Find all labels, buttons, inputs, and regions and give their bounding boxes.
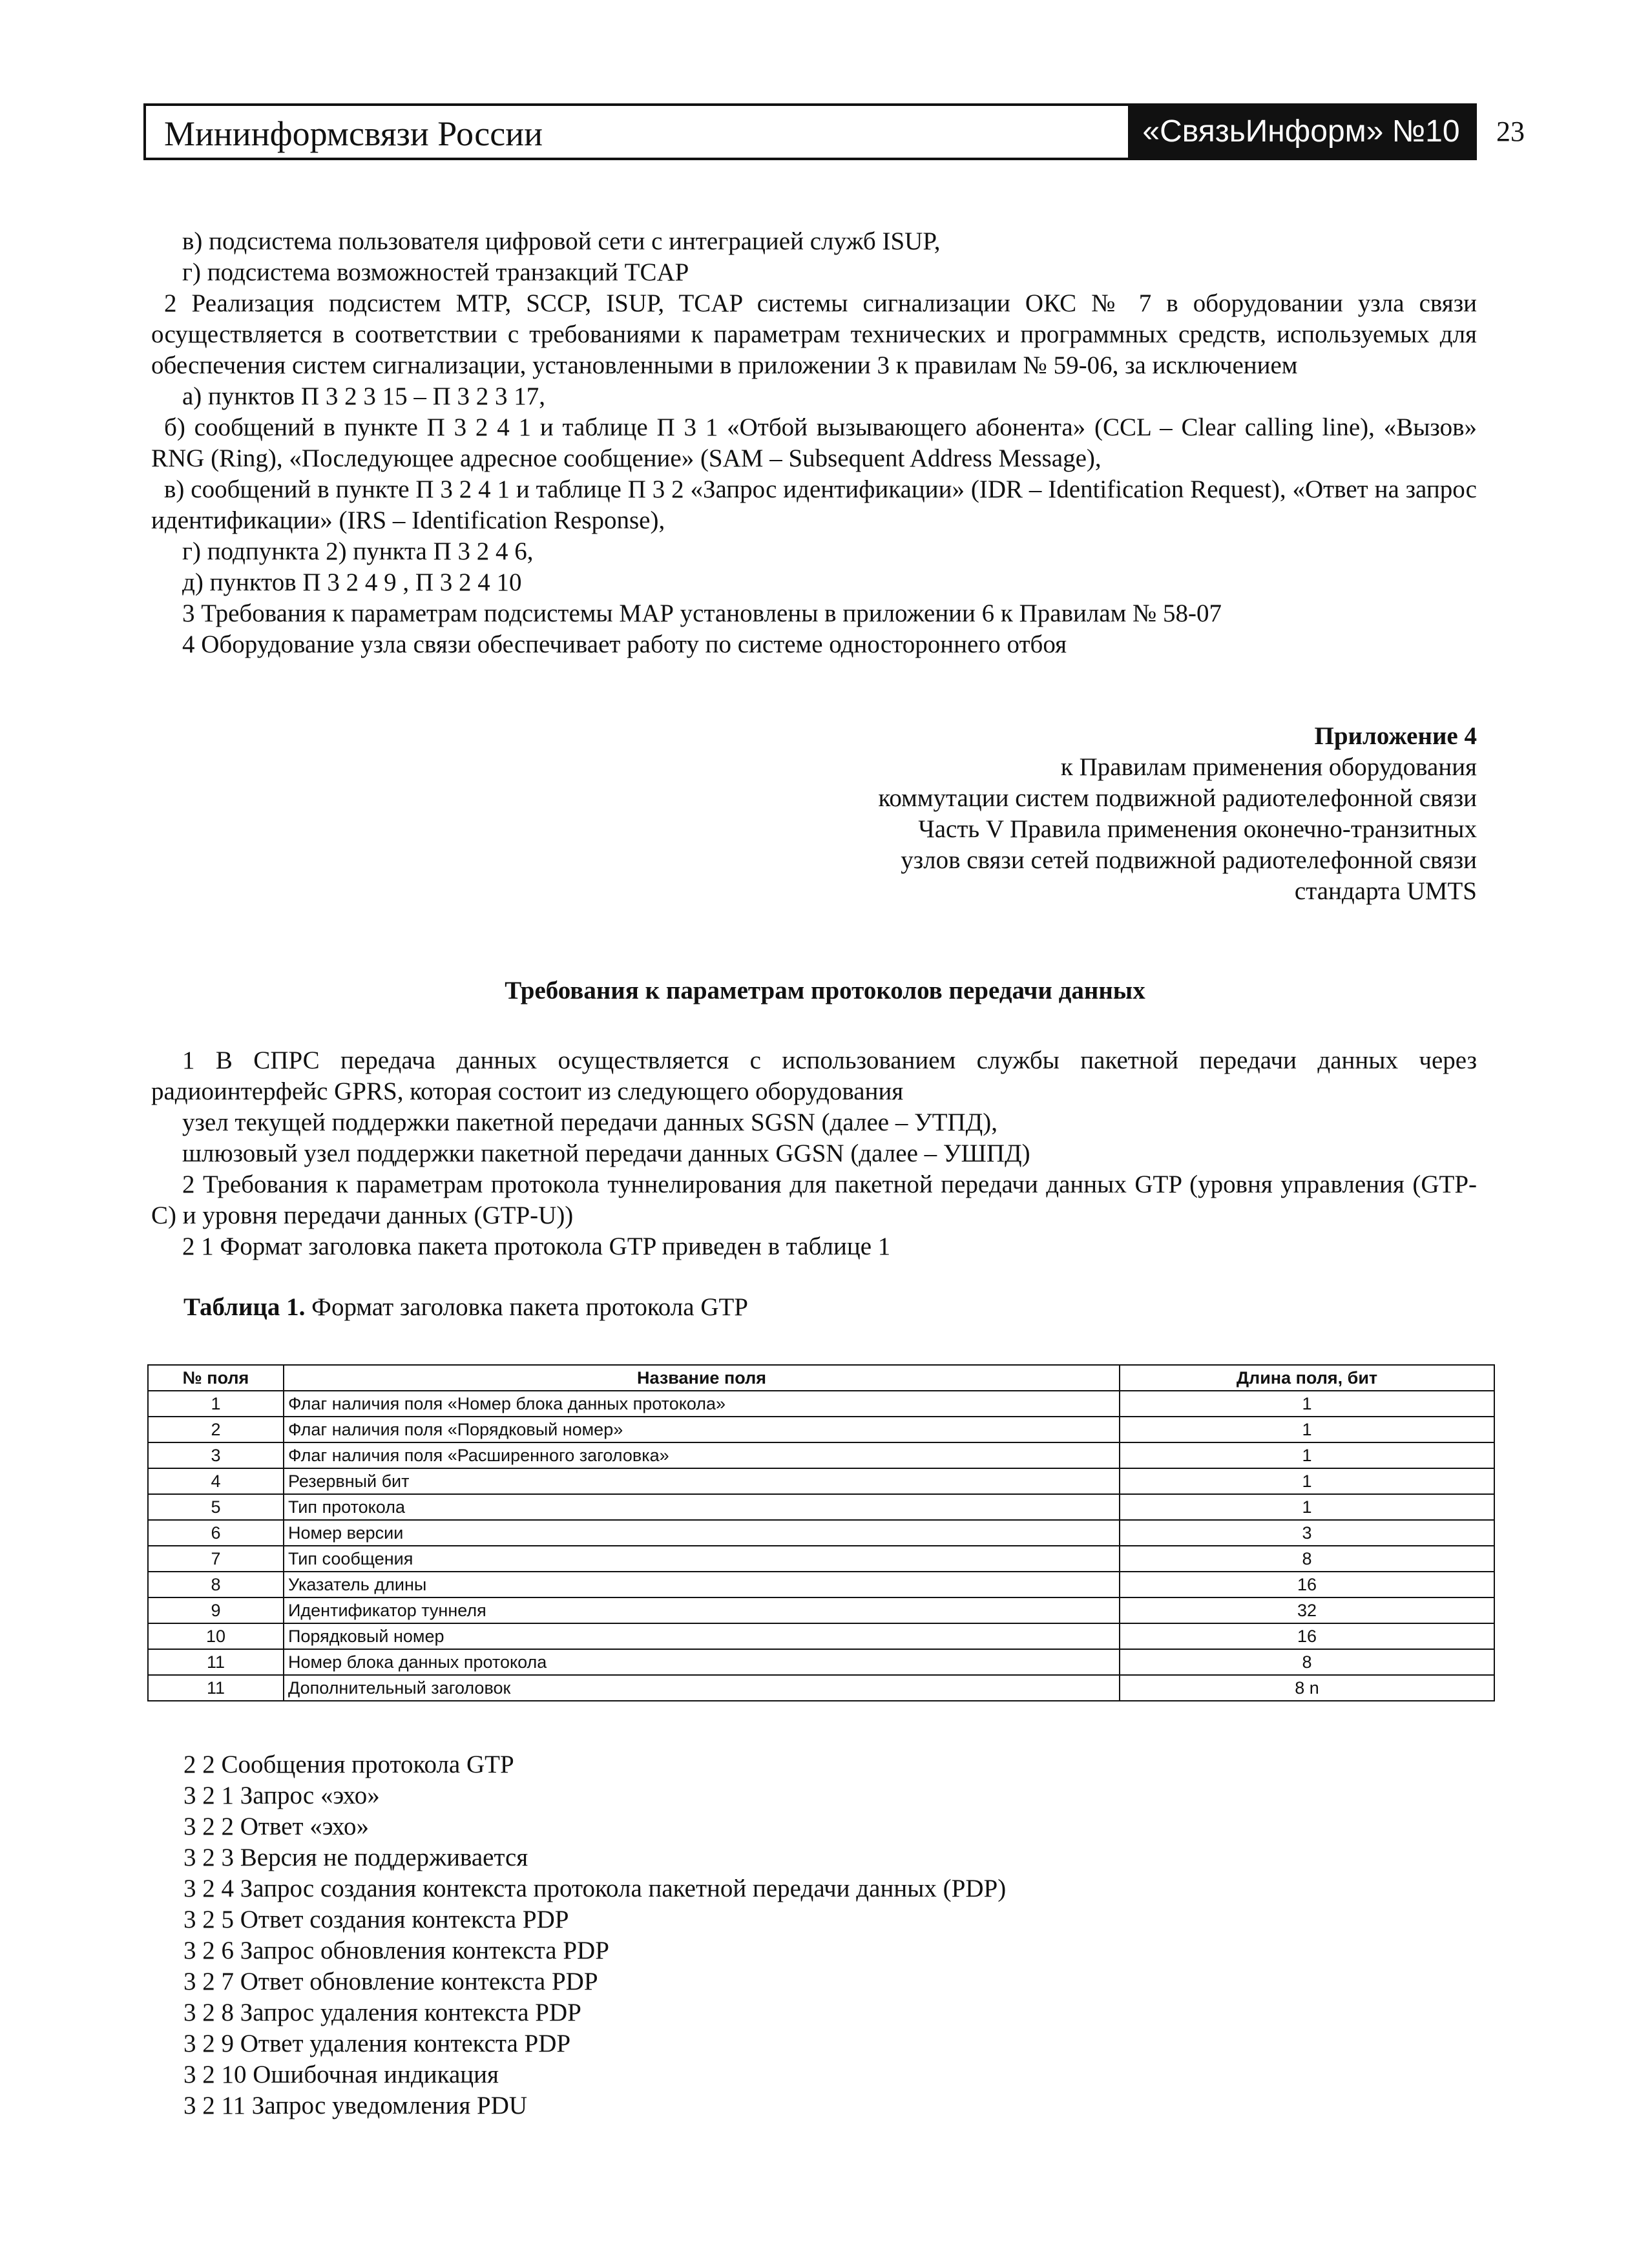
field-length: 1	[1120, 1391, 1494, 1417]
table-caption	[183, 1292, 748, 1323]
middle-text-block	[151, 1045, 1477, 1262]
list-item: 3 2 7 Ответ обновление контекста PDP	[183, 1968, 598, 1995]
field-length: 1	[1120, 1494, 1494, 1520]
field-name: Номер блока данных протокола	[284, 1649, 1120, 1675]
list-item: 3 2 8 Запрос удаления контекста PDP	[183, 1999, 581, 2026]
list-item: 3 2 4 Запрос создания контекста протокола пакетной передачи данных (PDP)	[183, 1875, 1007, 1902]
field-number: 9	[148, 1597, 284, 1623]
appendix-title: Приложение 4	[1314, 722, 1477, 750]
column-header-length: Длина поля, бит	[1120, 1365, 1494, 1391]
table-row	[148, 1442, 1494, 1468]
appendix-line: к Правилам применения оборудования	[1060, 753, 1477, 781]
table-row	[148, 1417, 1494, 1442]
table-header-row	[148, 1365, 1494, 1391]
field-number: 2	[148, 1417, 284, 1442]
field-name: Указатель длины	[284, 1572, 1120, 1597]
field-number: 1	[148, 1391, 284, 1417]
field-length: 1	[1120, 1442, 1494, 1468]
page-header	[143, 103, 1477, 160]
field-length: 1	[1120, 1468, 1494, 1494]
column-header-number: № поля	[148, 1365, 284, 1391]
list-item: 3 2 11 Запрос уведомления PDU	[183, 2092, 528, 2119]
column-header-name: Название поля	[284, 1365, 1120, 1391]
field-name: Резервный бит	[284, 1468, 1120, 1494]
table-row	[148, 1623, 1494, 1649]
paragraph: д) пунктов П 3 2 4 9 , П 3 2 4 10	[182, 568, 522, 596]
paragraph: 4 Оборудование узла связи обеспечивает работу по системе одностороннего отбоя	[182, 630, 1067, 658]
field-length: 16	[1120, 1572, 1494, 1597]
field-length: 8	[1120, 1649, 1494, 1675]
appendix-line: стандарта UMTS	[1294, 877, 1477, 905]
appendix-line: Часть V Правила применения оконечно-транзитных	[918, 815, 1477, 843]
field-name: Тип сообщения	[284, 1546, 1120, 1572]
table-row	[148, 1546, 1494, 1572]
field-length: 3	[1120, 1520, 1494, 1546]
appendix-line: коммутации систем подвижной радиотелефонной связи	[878, 784, 1477, 812]
list-item: 3 2 6 Запрос обновления контекста PDP	[183, 1937, 609, 1964]
appendix-line: узлов связи сетей подвижной радиотелефонной связи	[901, 846, 1477, 874]
table-caption-label: Таблица 1.	[183, 1293, 306, 1321]
list-item: 3 2 1 Запрос «эхо»	[183, 1782, 380, 1809]
list-item: 3 2 5 Ответ создания контекста PDP	[183, 1906, 569, 1933]
field-number: 10	[148, 1623, 284, 1649]
field-length: 8	[1120, 1546, 1494, 1572]
field-name: Порядковый номер	[284, 1623, 1120, 1649]
field-number: 5	[148, 1494, 284, 1520]
paragraph: в) подсистема пользователя цифровой сети с интеграцией служб ISUP,	[182, 227, 941, 255]
table-row	[148, 1520, 1494, 1546]
field-name: Тип протокола	[284, 1494, 1120, 1520]
field-name: Идентификатор туннеля	[284, 1597, 1120, 1623]
table-row	[148, 1675, 1494, 1701]
gtp-header-table	[147, 1364, 1495, 1701]
table-row	[148, 1494, 1494, 1520]
paragraph: г) подсистема возможностей транзакций TCAP	[182, 258, 689, 286]
field-name: Флаг наличия поля «Порядковый номер»	[284, 1417, 1120, 1442]
field-number: 7	[148, 1546, 284, 1572]
table-body	[148, 1391, 1494, 1701]
field-number: 6	[148, 1520, 284, 1546]
paragraph: б) сообщений в пункте П 3 2 4 1 и таблице П 3 1 «Отбой вызывающего абонента» (CCL – Clear calling line), «Вызов» RNG (Ring), «Последующее адресное сообщение» (SAM – Subsequent Address Message),	[151, 413, 1478, 472]
list-item: 3 2 9 Ответ удаления контекста PDP	[183, 2030, 571, 2057]
paragraph: 3 Требования к параметрам подсистемы МАР установлены в приложении 6 к Правилам № 58-07	[182, 599, 1222, 627]
paragraph: в) сообщений в пункте П 3 2 4 1 и таблице П 3 2 «Запрос идентификации» (IDR – Identification Request), «Ответ на запрос идентификации» (IRS – Identification Response),	[151, 475, 1477, 534]
field-number: 11	[148, 1675, 284, 1701]
table-row	[148, 1391, 1494, 1417]
journal-title: «СвязьИнформ» №10	[1123, 106, 1474, 158]
field-number: 8	[148, 1572, 284, 1597]
table-row	[148, 1468, 1494, 1494]
paragraph: шлюзовый узел поддержки пакетной передачи данных GGSN (далее – УШПД)	[182, 1139, 1030, 1167]
field-name: Номер версии	[284, 1520, 1120, 1546]
paragraph: г) подпункта 2) пункта П 3 2 4 6,	[182, 537, 534, 565]
gtp-messages-list	[183, 1749, 1491, 2121]
top-text-block	[151, 226, 1478, 660]
table-row	[148, 1649, 1494, 1675]
paragraph: 2 Требования к параметрам протокола туннелирования для пакетной передачи данных GTP (уровня управления (GTP-C) и уровня передачи данных (GTP-U))	[151, 1170, 1477, 1229]
list-item: 3 2 3 Версия не поддерживается	[183, 1844, 528, 1871]
table-row	[148, 1572, 1494, 1597]
paragraph: 1 В СПРС передача данных осуществляется с использованием службы пакетной передачи данных через радиоинтерфейс GPRS, которая состоит из следующего оборудования	[151, 1046, 1477, 1105]
field-length: 16	[1120, 1623, 1494, 1649]
field-length: 8 n	[1120, 1675, 1494, 1701]
paragraph: узел текущей поддержки пакетной передачи данных SGSN (далее – УТПД),	[182, 1108, 998, 1136]
appendix-heading	[878, 721, 1477, 907]
field-number: 4	[148, 1468, 284, 1494]
section-title: Требования к параметрам протоколов передачи данных	[505, 977, 1145, 1004]
list-item: 3 2 2 Ответ «эхо»	[183, 1813, 369, 1840]
list-item: 2 2 Сообщения протокола GTP	[183, 1751, 514, 1778]
field-name: Флаг наличия поля «Расширенного заголовка»	[284, 1442, 1120, 1468]
field-number: 3	[148, 1442, 284, 1468]
table-row	[148, 1597, 1494, 1623]
field-name: Флаг наличия поля «Номер блока данных протокола»	[284, 1391, 1120, 1417]
table-caption-text: Формат заголовка пакета протокола GTP	[305, 1293, 748, 1321]
field-length: 32	[1120, 1597, 1494, 1623]
ministry-name: Мининформсвязи России	[164, 114, 543, 153]
paragraph: а) пунктов П 3 2 3 15 – П 3 2 3 17,	[182, 382, 545, 410]
list-item: 3 2 10 Ошибочная индикация	[183, 2061, 499, 2088]
page-number: 23	[1496, 116, 1525, 147]
field-number: 11	[148, 1649, 284, 1675]
paragraph: 2 1 Формат заголовка пакета протокола GTP приведен в таблице 1	[182, 1233, 891, 1260]
field-length: 1	[1120, 1417, 1494, 1442]
paragraph: 2 Реализация подсистем MTP, SCCP, ISUP, TCAP системы сигнализации ОКС № 7 в оборудовании узла связи осуществляется в соответствии с требованиями к параметрам технических и программных средств, используемых для обеспечения систем сигнализации, установленными в приложении 3 к правилам № 59-06, за исключением	[151, 289, 1477, 379]
field-name: Дополнительный заголовок	[284, 1675, 1120, 1701]
